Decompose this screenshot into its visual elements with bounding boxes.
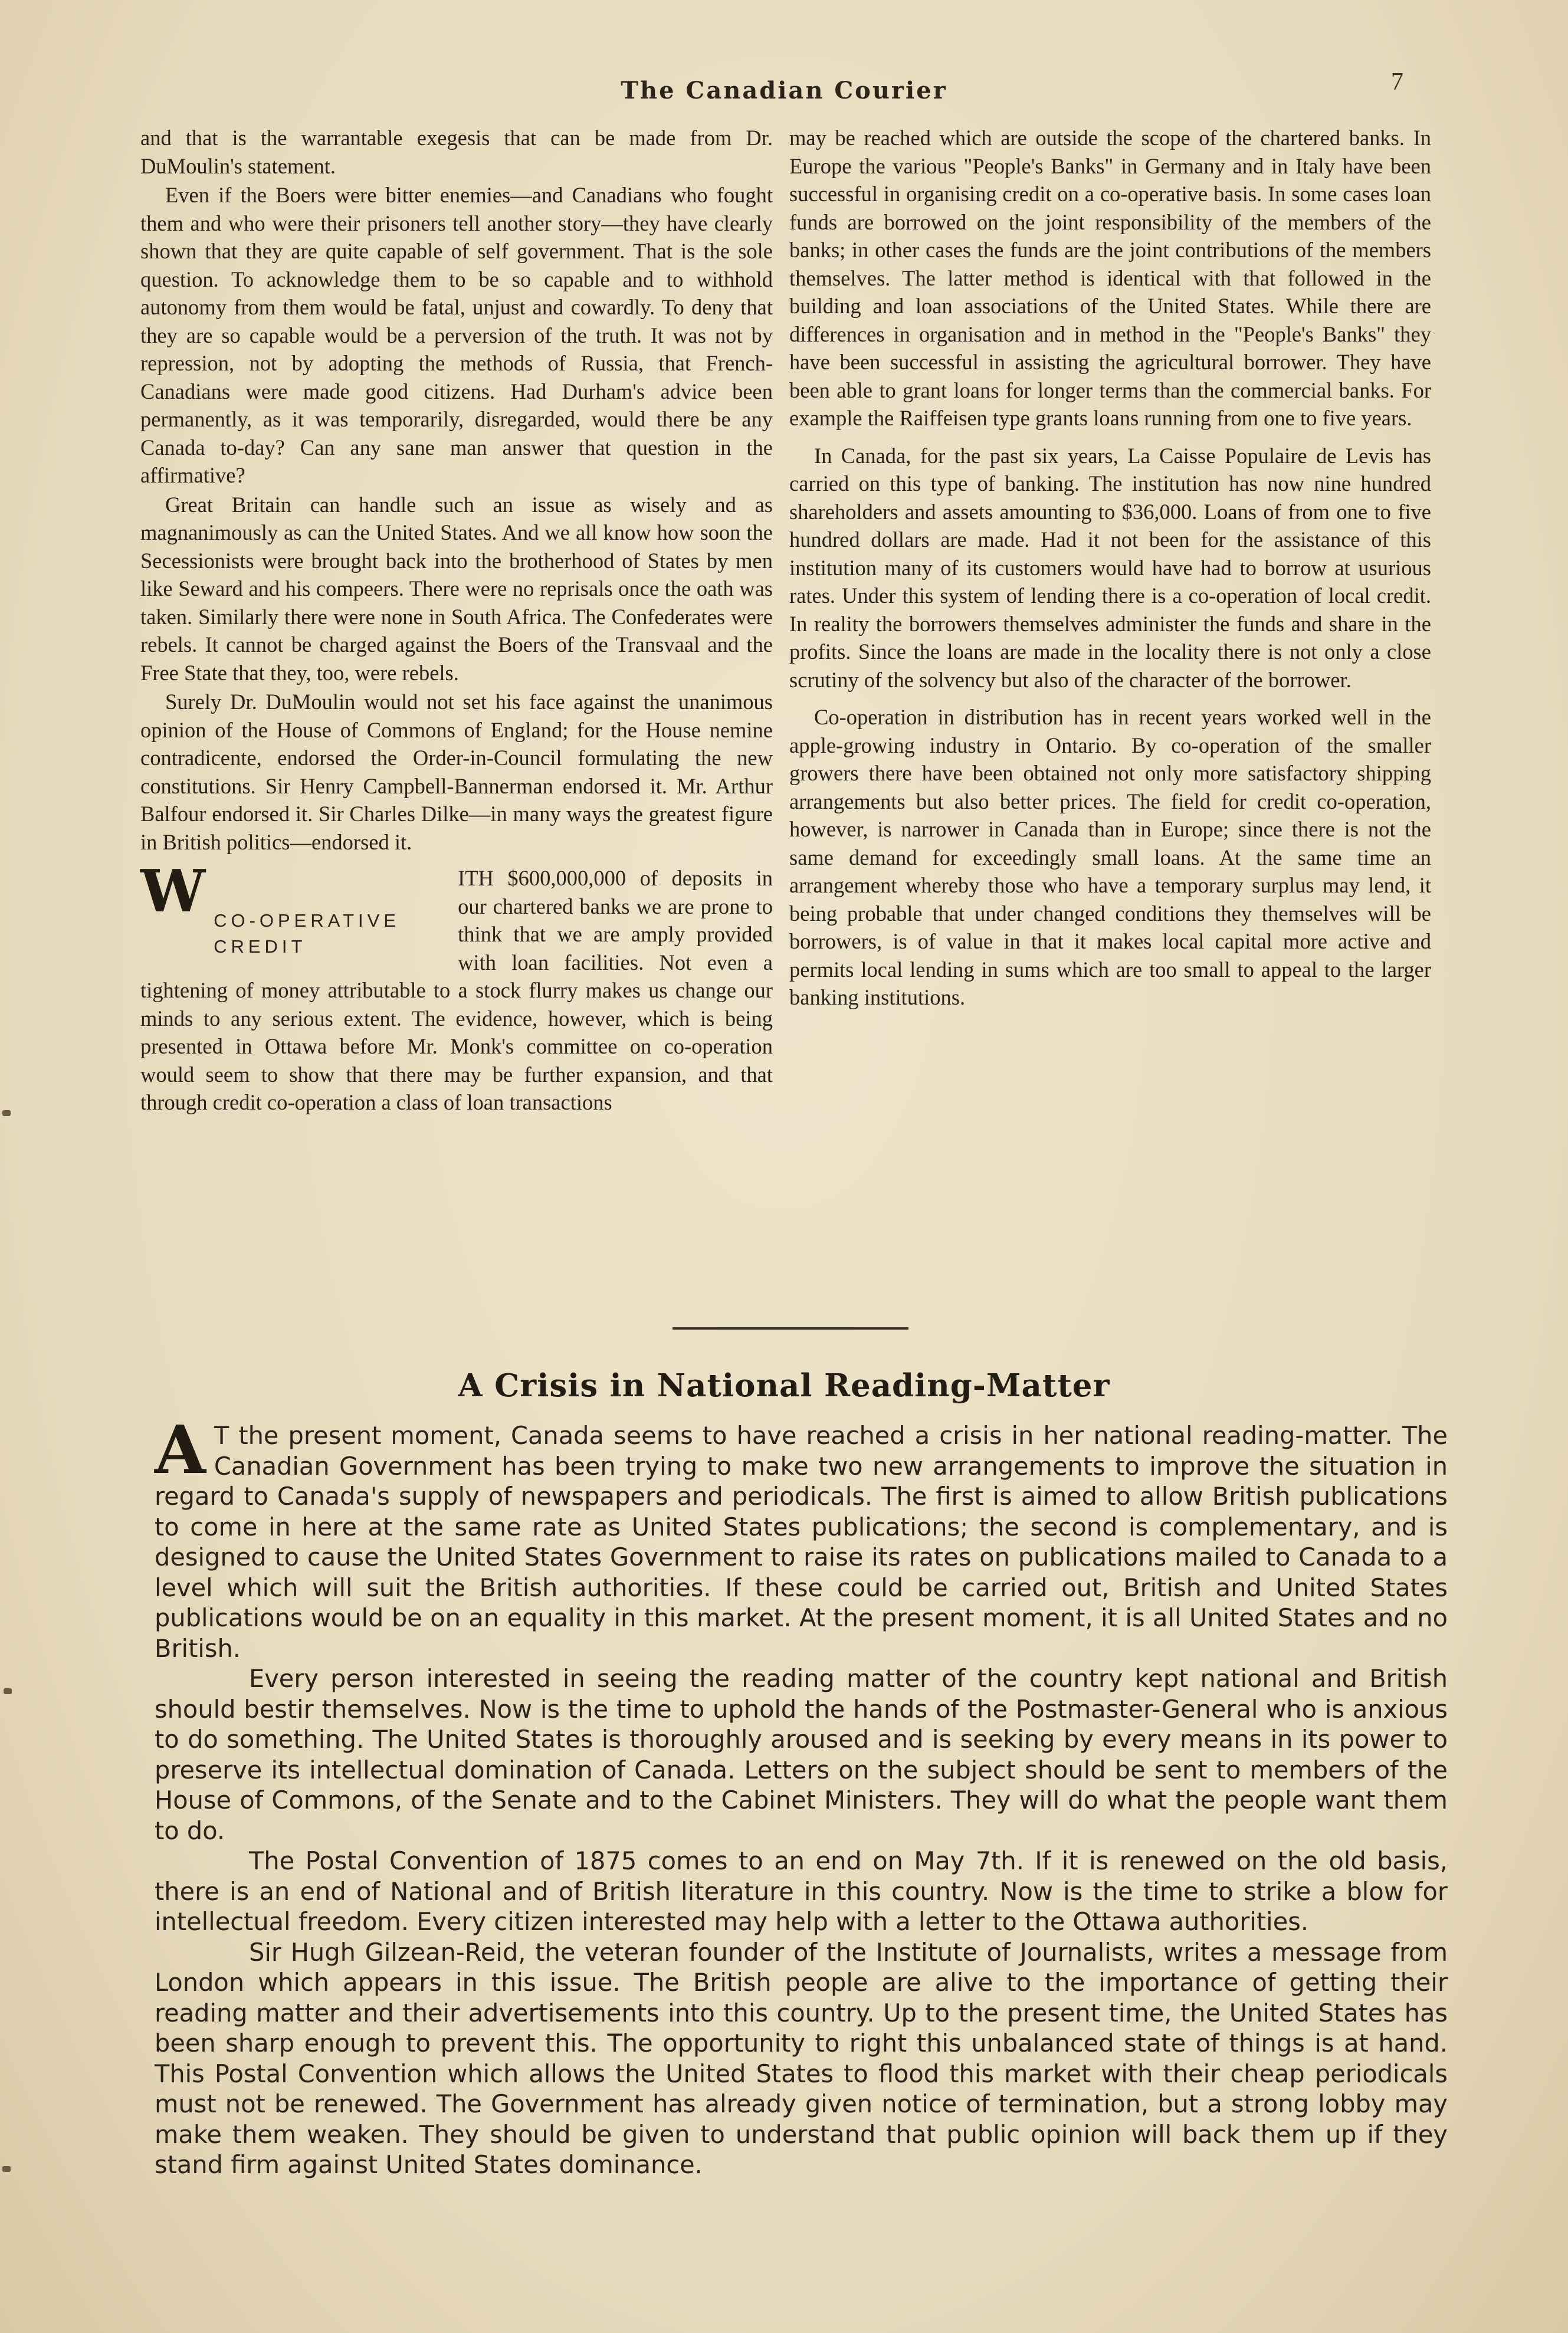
paragraph-text: T the present moment, Canada seems to have reached a crisis in her national reading-matter. The Canadian Government has been trying to make two new arrangements to improve the situation in regard to Canada's supply of newspapers and periodicals. The first is aimed to allow British publications to come in here at the same rate as United States publications; the second is complementary, and is designed to cause the United States Government to raise its rates on publications mailed to Canada to a level which will suit the British authorities. If these could be carried out, British and United States publications would be on an equality in this market. At the present moment, it is all United States and no British. [155, 1421, 1448, 1663]
paragraph: Surely Dr. DuMoulin would not set his face against the unanimous opinion of the House of Commons of England; for the House nemine contradicente, endorsed the Order-in-Council formulating the new constitutions. Sir Henry Campbell-Bannerman endorsed it. Mr. Arthur Balfour endorsed it. Sir Charles Dilke—in many ways the greatest figure in British politics—endorsed it. [140, 690, 773, 854]
article-body [155, 1412, 1448, 2180]
paragraph: In Canada, for the past six years, La Caisse Populaire de Levis has carried on this type of banking. The institution has now nine hundred shareholders and assets amounting to $36,000. Loans of from one to five hundred dollars are made. Had it not been for the assistance of this institution many of its customers would have had to borrow at usurious rates. Under this system of lending there is a co-operation of local credit. In reality the borrowers themselves administer the funds and share in the profits. Since the loans are made in the locality there is not only a close scrutiny of the solvency but also of the character of the borrower. [789, 443, 1431, 692]
paragraph: Co-operation in distribution has in recent years worked well in the apple-growing industry in Ontario. By co-operation of the smaller growers there have been obtained not only more satisfactory shipping arrangements but also better prices. The field for credit co-operation, however, is narrower in Canada than in Europe; since there is not the same demand for exceedingly small loans. At the same time an arrangement whereby those who have a temporary surplus may lend, it being probable that under changed conditions they themselves will be borrowers, is of value in that it makes local capital more active and permits local lending in sums which are too small to appeal to the larger banking institutions. [789, 705, 1431, 1009]
paragraph: Even if the Boers were bitter enemies—and Canadians who fought them and who were their prisoners tell another story—they have clearly shown that they are quite capable of self government. That is the sole question. To acknowledge them to be so capable and to withhold autonomy from them would be fatal, unjust and cowardly. To deny that they are so capable would be a perversion of the truth. It was not by repression, not by adopting the methods of Russia, that French-Canadians were made good citizens. Had Durham's advice been permanently, as it was temporarily, disregarded, would there be any Canada to-day? Can any sane man answer that question in the affirmative? [140, 183, 773, 487]
paragraph: Sir Hugh Gilzean-Reid, the veteran founder of the Institute of Journalists, writes a message from London which appears in this issue. The British people are alive to the importance of getting their reading matter and their advertisements into this country. Up to the present time, the United States has been sharp enough to prevent this. The opportunity to right this unbalanced state of things is at hand. This Postal Convention which allows the United States to flood this market with their cheap periodicals must not be renewed. The Government has already given notice of termination, but a strong lobby may make them weaken. They should be given to understand that public opinion will back them up if they stand firm against United States dominance. [155, 1937, 1448, 2179]
binding-hole-mark [2, 1110, 11, 1116]
binding-hole-mark [2, 2166, 11, 2172]
paragraph: and that is the warrantable exegesis that can be made from Dr. DuMoulin's statement. [140, 126, 773, 178]
right-column [789, 124, 1431, 1013]
drop-cap: W [140, 858, 206, 926]
article-title: A Crisis in National Reading-Matter [458, 1367, 1110, 1404]
paragraph: The Postal Convention of 1875 comes to an end on May 7th. If it is renewed on the old basis, there is an end of National and of British literature in this country. Now is the time to strike a blow for intellectual freedom. Every citizen interested may help with a letter to the Ottawa authorities. [155, 1846, 1448, 1936]
paragraph: Every person interested in seeing the reading matter of the country kept national and British should bestir themselves. Now is the time to uphold the hands of the Postmaster-General who is anxious to do something. The United States is thoroughly aroused and is seeking by every means in its power to preserve its intellectual domination of Canada. Letters on the subject should be sent to members of the House of Commons, of the Senate and to the Cabinet Ministers. They will do what the people want them to do. [155, 1664, 1448, 1845]
side-heading: CO-OPERATIVE CREDIT [214, 910, 401, 957]
left-column [140, 124, 773, 1118]
co-operative-credit-section [140, 858, 773, 1117]
paragraph: may be reached which are outside the scope of the chartered banks. In Europe the various "People's Banks" in Germany and in Italy have been successful in organising credit on a co-operative basis. In some cases loan funds are borrowed on the joint responsibility of the members of the banks; in other cases the funds are the joint contributions of the members themselves. The latter method is identical with that followed in the building and loan associations of the United States. While there are differences in organisation and in method in the "People's Banks" they have been successful in assisting the agricultural borrower. They have been able to grant loans for longer terms than the commercial banks. For example the Raiffeisen type grants loans running from one to five years. [789, 126, 1431, 430]
binding-hole-mark [4, 1688, 12, 1694]
paragraph: ITH $600,000,000 of deposits in our chartered banks we are prone to think that we are amply provided with loan facilities. Not even a tightening of money attributable to a stock flurry makes us change our minds to any serious extent. The evidence, however, which is being presented in Ottawa before Mr. Monk's committee on co-operation would seem to show that there may be further expansion, and that through credit co-operation a class of loan transactions [140, 866, 773, 1114]
paragraph [155, 1412, 1448, 1663]
page-number: 7 [1391, 68, 1403, 96]
publication-header: The Canadian Courier [621, 77, 947, 104]
section-divider [673, 1327, 908, 1330]
paragraph: Great Britain can handle such an issue as wisely and as magnanimously as can the United States. And we all know how soon the Secessionists were brought back into the brotherhood of States by men like Seward and his compeers. There were no reprisals once the oath was taken. Similarly there were none in South Africa. The Confederates were rebels. It cannot be charged against the Boers of the Transvaal and the Free State that they, too, were rebels. [140, 492, 773, 685]
drop-cap: A [155, 1412, 206, 1489]
